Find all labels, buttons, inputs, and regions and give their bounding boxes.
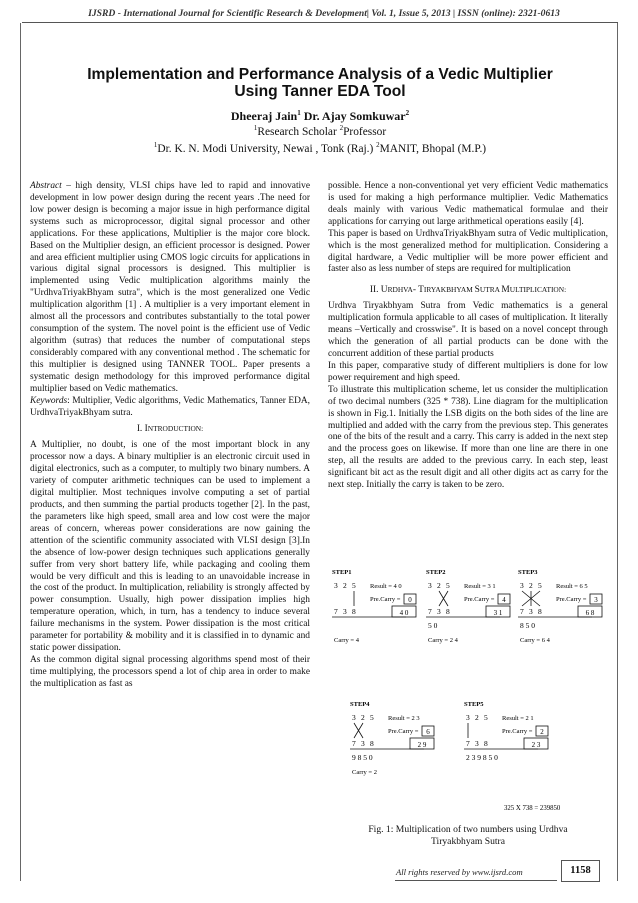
bottom-digit: 7 (520, 607, 524, 616)
s2-t: - T (412, 285, 424, 296)
author-names (50, 109, 590, 124)
caption-line-2: Tiryakbhyam Sutra (431, 836, 505, 847)
footer-rights: All rights reserved by www.ijsrd.com (396, 867, 523, 877)
section-2-heading (328, 284, 608, 297)
s2-u-rest: RDHVA (387, 285, 413, 295)
s2-m: M (501, 285, 510, 296)
section-1-paragraph-3: possible. Hence a non-conventional yet very efficient Vedic mathematics is used for making a high performance multiplier. Vedic Mathematics deals mainly with various Vedic mathematical formulae and their applications for carrying out large arithmetical operations easily [4]. (328, 181, 608, 227)
top-digit: 5 (484, 713, 488, 722)
top-digit: 3 (352, 713, 356, 722)
section-1-number: I. (136, 424, 145, 435)
result-box-digits: 3 1 (493, 609, 503, 617)
header-rule (22, 22, 618, 23)
multiplication-diagram (328, 560, 608, 818)
bottom-digit: 3 (529, 607, 533, 616)
abstract-dash: – (61, 181, 71, 191)
s2-s-rest: UTRA (479, 285, 502, 295)
affil-1-sup: 1 (153, 141, 158, 149)
abstract (30, 181, 310, 396)
precarry-value: 2 (540, 728, 544, 736)
top-digit: 5 (446, 581, 450, 590)
author-affiliations (40, 141, 600, 155)
bottom-digit: 8 (352, 607, 356, 616)
author-2: Dr. Ajay Somkuwar (300, 109, 406, 123)
top-digit: 3 (428, 581, 432, 590)
precarry-value: 6 (426, 728, 430, 736)
result-text: Result = 3 1 (464, 583, 496, 590)
keywords (30, 396, 310, 420)
top-digit: 2 (437, 581, 441, 590)
section-1-title-initial: I (144, 424, 148, 435)
top-digit: 2 (475, 713, 479, 722)
top-digit: 5 (352, 581, 356, 590)
step-label: STEP2 (426, 569, 446, 576)
s2-m-rest: ULTIPLICATION: (509, 285, 567, 295)
section-2-paragraph-3: To illustrate this multiplication scheme, let us consider the multiplication of two decimal numbers (325 * 738). Line diagram for the multiplication is shown in Fig.1. Initially the LSB digits on the both sides of the line are multiplied and added with the carry from the previous step. This generates one of the bits of the result and a carry. This carry is added in the next step and the process goes on likewise. If more than one line are there in one step, all the results are added to the previous carry. In each step, least significant bit act as the result digit and all other digits act as carry for the next step. Initially the carry is taken to be zero. (328, 384, 608, 491)
precarry-label: Pre.Carry = (556, 596, 587, 603)
precarry-label: Pre.Carry = (388, 728, 419, 735)
role-1-sup: 1 (253, 124, 258, 132)
section-1-paragraph-1: A Multiplier, no doubt, is one of the most important block in any processor now a days. A binary multiplier is an electronic circuit used in digital electronics, such as a computer, to multiply two binary numbers. A variety of computer arithmetic techniques can be used to implement a digital multiplier. Most techniques involve computing a set of partial products, and then summing the partial products together [2]. In the past, the parameters like high speed, small area and low cost were the major areas of concern, whereas power considerations are now gaining the attention of the scientific community associated with VLSI design [3].In the absence of low-power design techniques such applications generally suffer from very short battery life, while packaging and cooling them would be very difficult and this is leading to an unavoidable increase in the cost of the product. In multiplication, reliability is strongly affected by power consumption. Usually, high power dissipation implies high temperature operation, which, in turn, has a tendency to induce several failure mechanisms in the system. Power dissipation is the most critical parameter for portability & mobility and it is classified in to dynamic and static power dissipation. (30, 440, 310, 654)
precarry-label: Pre.Carry = (502, 728, 533, 735)
result-box-digits: 2 3 (531, 741, 541, 749)
top-digit: 2 (361, 713, 365, 722)
top-digit: 3 (466, 713, 470, 722)
bottom-digit: 7 (352, 739, 356, 748)
left-column (30, 181, 310, 691)
author-1-sup: 1 (297, 109, 301, 117)
abstract-label: Abstract (30, 181, 62, 191)
s2-u: U (380, 285, 388, 296)
abstract-text: high density, VLSI chips have led to rapid and innovative development in low power design during the recent years .The need for low power design is becoming a major issue in high performance digital systems such as microprocessor, digital signal processor and other applications. For these applications, Multiplier is the major core block. Based on the Multiplier design, an efficient processor is designed. Power and area efficient multiplier using CMOS logic circuits for applications in various digital signal processors is designed. This multiplier is implemented using Vedic multiplication algorithms mainly the "UrdhvaTriyakBhyam sutra", which is the most generalized one Vedic multiplication algorithm [1] . A multiplier is a very important element in almost all the processors and contributes substantially to the total power consumption of the system. The novel point is the efficient use of Vedic algorithm (sutras) that reduces the number of computational steps considerably compared with any conventional method . The schematic for this multiplier is designed using TANNER TOOL. Paper presents a systematic design methodology for this improved performance digital multiplier based on Vedic mathematics. (30, 181, 311, 394)
keywords-text: : Multiplier, Vedic algorithms, Vedic Mathematics, Tanner EDA, UrdhvaTriyakBhyam sutra. (30, 395, 310, 418)
precarry-value: 0 (408, 596, 412, 604)
carry-text: Carry = 6 4 (520, 637, 550, 644)
bottom-digit: 3 (343, 607, 347, 616)
result-text: Result = 6 5 (556, 583, 588, 590)
s2-s: S (474, 285, 480, 296)
page-border-right (617, 23, 618, 881)
role-2: Professor (343, 125, 387, 138)
result-text: Result = 2 1 (502, 715, 534, 722)
bottom-digit: 3 (475, 739, 479, 748)
section-1-title-rest: NTRODUCTION: (147, 424, 204, 434)
keywords-label: Keywords (30, 395, 68, 406)
section-2-paragraph-2: In this paper, comparative study of different multipliers is done for low power requirement and high speed. (328, 360, 608, 383)
result-box-digits: 4 0 (399, 609, 409, 617)
s2-t-rest: IRYAKBHYAM (423, 285, 475, 295)
result-text: Result = 2 3 (388, 715, 420, 722)
top-digit: 5 (370, 713, 374, 722)
title-line-2: Using Tanner EDA Tool (234, 83, 406, 100)
top-digit: 2 (529, 581, 533, 590)
right-column (328, 181, 608, 492)
section-2-paragraph-1: Urdhva Tiryakbhyam Sutra from Vedic mathematics is a general multiplication formula applicable to all cases of multiplication. It literally means –Vertically and crosswise". It is based on a novel concept through which the generation of all partial products can be done with the concurrent addition of these partial products (328, 301, 608, 359)
bottom-digit: 3 (437, 607, 441, 616)
affil-2: MANIT, Bhopal (M.P.) (379, 142, 487, 155)
affil-1: Dr. K. N. Modi University, Newai , Tonk (Raj.) (157, 142, 377, 155)
precarry-value: 4 (502, 596, 506, 604)
page-number: 1158 (561, 860, 600, 882)
result-box-digits: 2 9 (417, 741, 427, 749)
step-label: STEP3 (518, 569, 538, 576)
figure-1-caption (338, 824, 598, 848)
precarry-label: Pre.Carry = (370, 596, 401, 603)
role-1: Research Scholar (257, 125, 340, 138)
partial-result: 5 0 (428, 621, 438, 630)
partial-result: 9 8 5 0 (352, 753, 373, 762)
carry-text: Carry = 4 (334, 637, 359, 644)
bottom-digit: 7 (466, 739, 470, 748)
footer-rule (395, 880, 557, 881)
author-2-sup: 2 (405, 109, 410, 117)
role-2-sup: 2 (339, 124, 344, 132)
bottom-digit: 7 (428, 607, 432, 616)
step-label: STEP1 (332, 569, 352, 576)
result-box-digits: 6 8 (585, 609, 595, 617)
affil-2-sup: 2 (376, 141, 380, 149)
page-border-left (20, 23, 21, 881)
bottom-digit: 8 (538, 607, 542, 616)
caption-line-1: Fig. 1: Multiplication of two numbers using Urdhva (368, 824, 568, 835)
carry-text: Carry = 2 (352, 769, 377, 776)
paper-title (50, 66, 590, 100)
author-roles (50, 124, 590, 138)
bottom-digit: 7 (334, 607, 338, 616)
top-digit: 3 (520, 581, 524, 590)
precarry-label: Pre.Carry = (464, 596, 495, 603)
final-result: 325 X 738 = 239850 (504, 805, 561, 812)
partial-result: 8 5 0 (520, 621, 535, 630)
title-line-1: Implementation and Performance Analysis of a Vedic Multiplier (87, 66, 553, 83)
top-digit: 3 (334, 581, 338, 590)
bottom-digit: 8 (446, 607, 450, 616)
step-label: STEP4 (350, 701, 370, 708)
precarry-value: 3 (594, 596, 598, 604)
top-digit: 5 (538, 581, 542, 590)
step-label: STEP5 (464, 701, 484, 708)
bottom-digit: 8 (484, 739, 488, 748)
section-1-paragraph-4: This paper is based on UrdhvaTriyakBhyam sutra of Vedic multiplication, which is the most generalized method for multiplication. Considering a digital hardware, a Vedic multiplier will be more power efficient and faster also as less number of steps are required for multiplication (328, 228, 608, 275)
bottom-digit: 8 (370, 739, 374, 748)
running-header: IJSRD - International Journal for Scientific Research & Development| Vol. 1, Issue 5, 2013 | ISSN (online): 2321-0613 (88, 8, 560, 19)
figure-1 (328, 560, 608, 818)
result-text: Result = 4 0 (370, 583, 402, 590)
section-1-heading (30, 423, 310, 436)
bottom-digit: 3 (361, 739, 365, 748)
partial-result: 2 3 9 8 5 0 (466, 753, 498, 762)
section-2-number: II. (369, 285, 381, 296)
section-1-paragraph-2: As the common digital signal processing algorithms spend most of their time multiplying, the processors spend a lot of chip area in order to make the multiplication as fast as (30, 654, 310, 689)
author-1: Dheeraj Jain (230, 109, 298, 123)
carry-text: Carry = 2 4 (428, 637, 458, 644)
top-digit: 2 (343, 581, 347, 590)
